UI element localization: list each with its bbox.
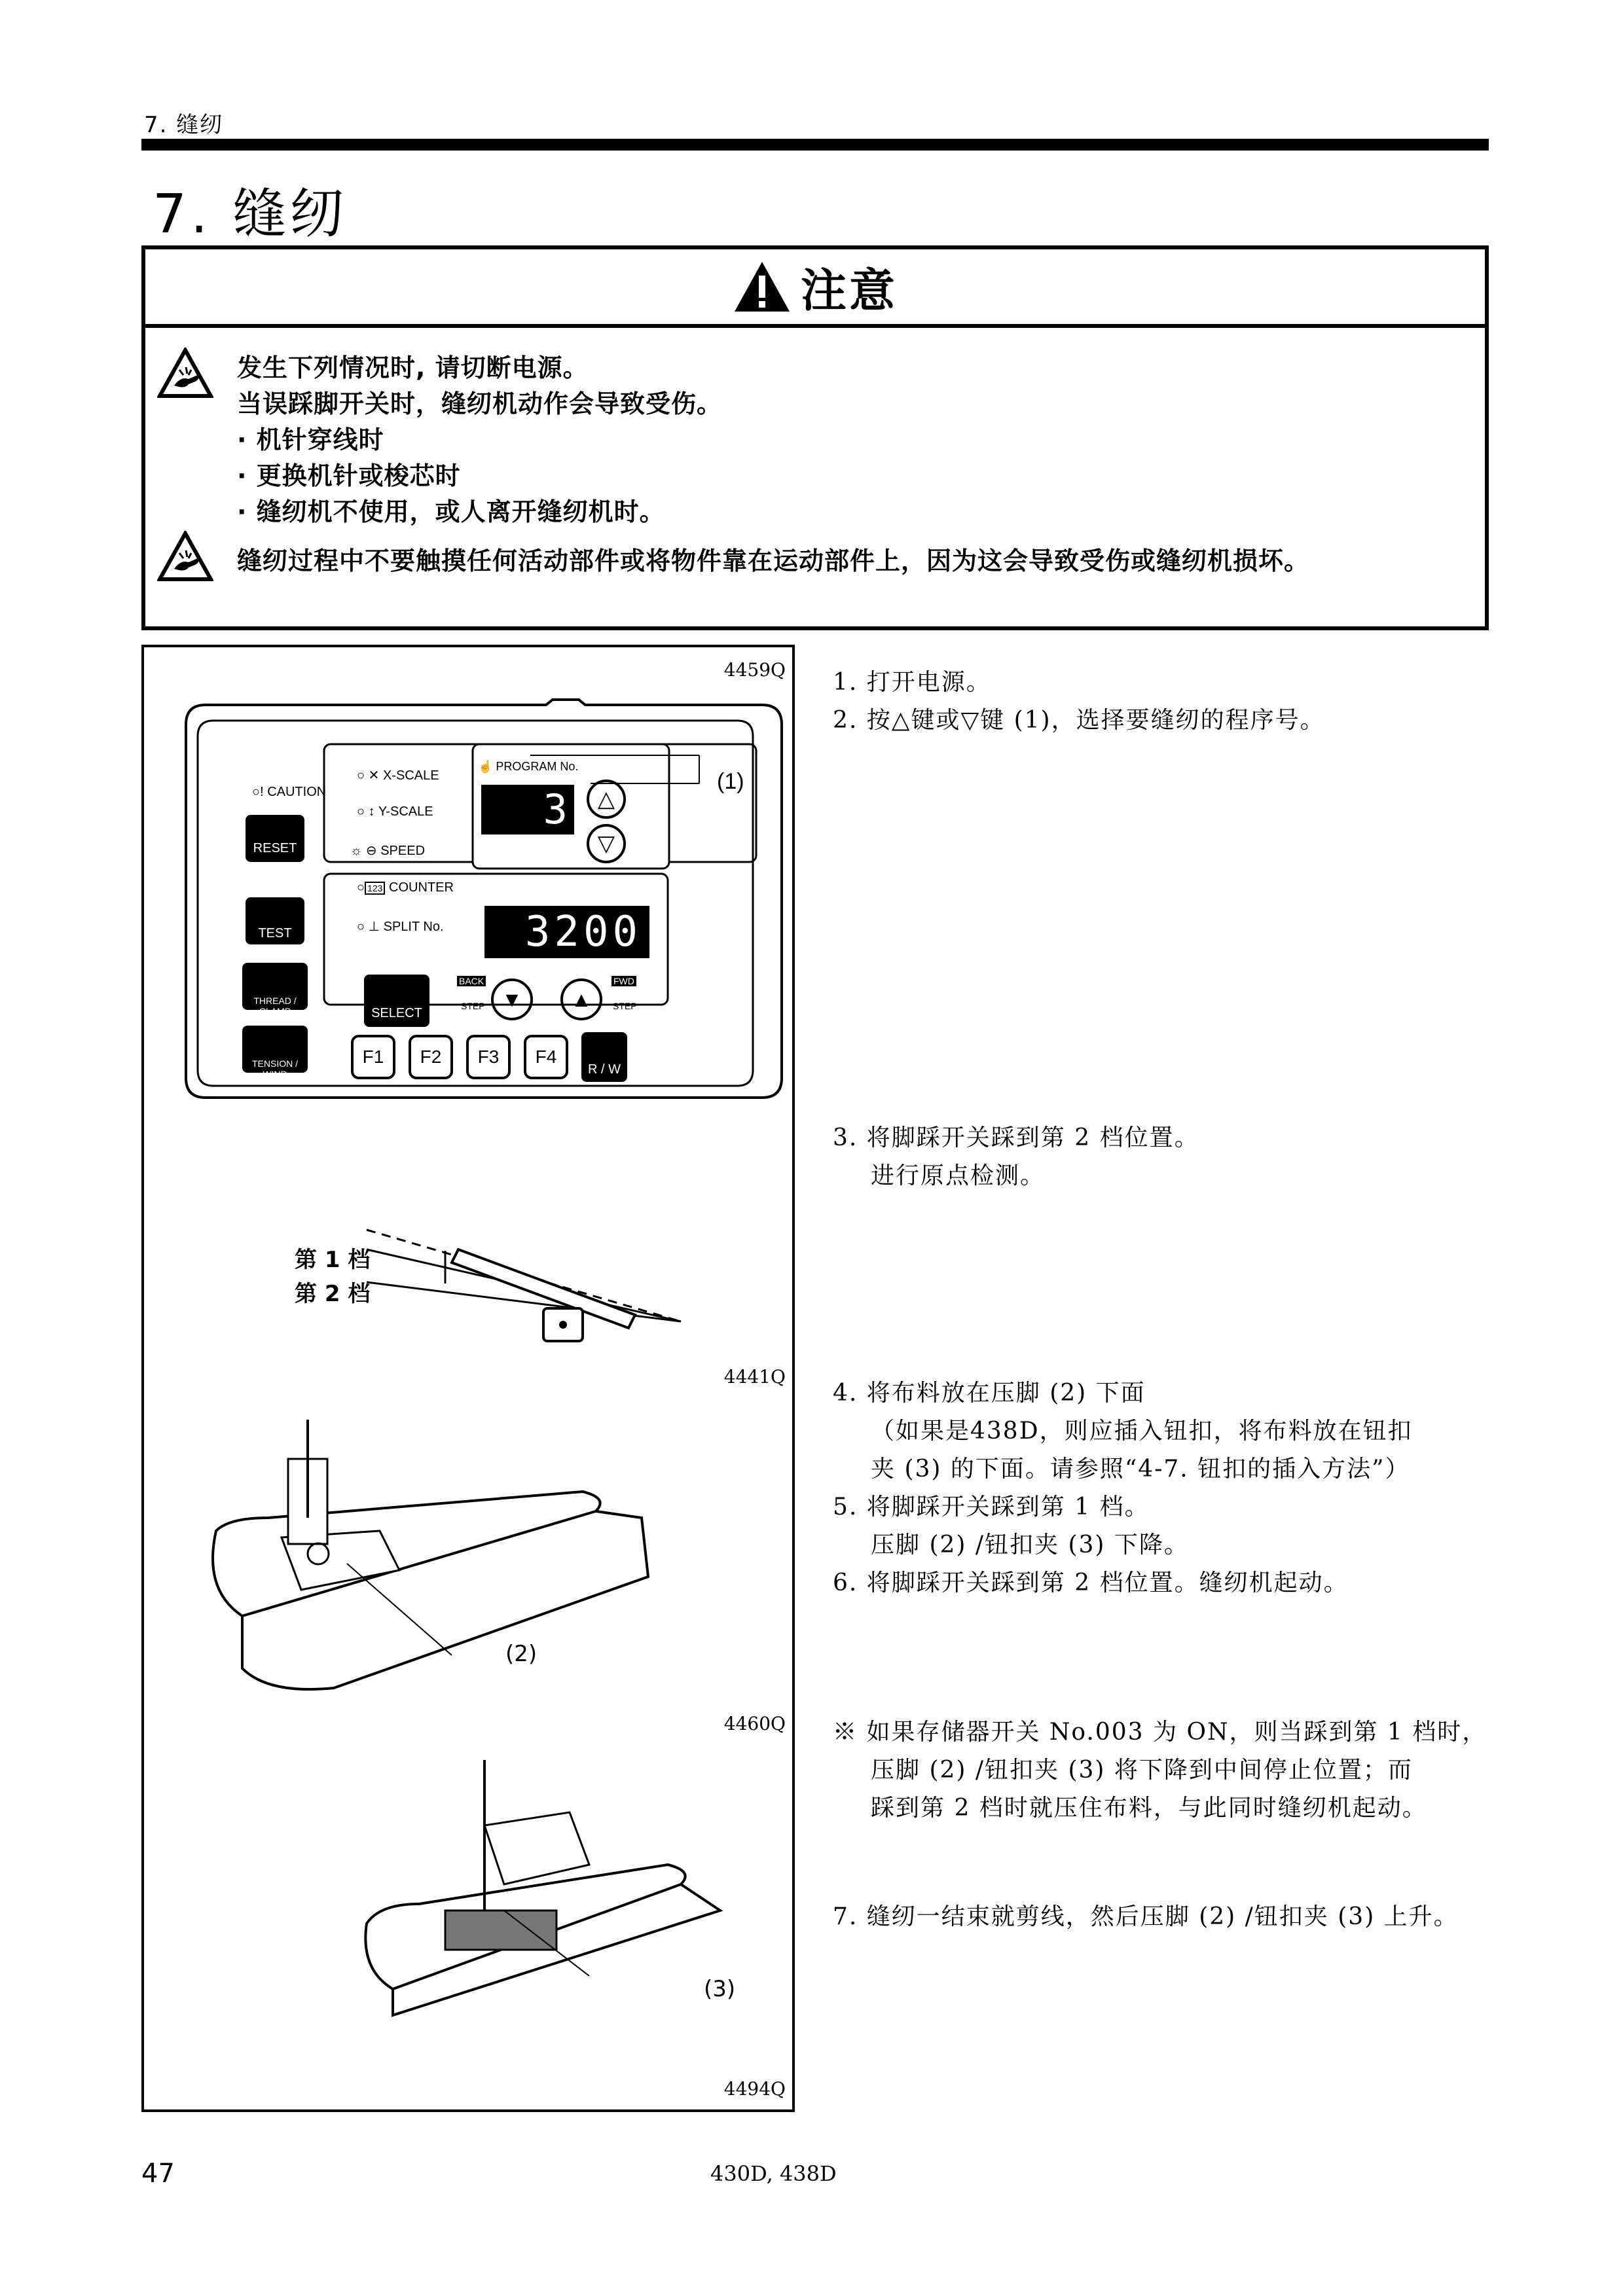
sewing-machine-presser-foot-illustration <box>190 1420 701 1695</box>
back-step-label: STEP <box>461 1001 485 1011</box>
x-scale-label: ○ ✕ X-SCALE <box>357 768 439 783</box>
memory-switch-note: ※ 如果存储器开关 No.003 为 ON，则当踩到第 1 档时， <box>833 1719 1487 1746</box>
callout-3: (3) <box>704 1976 736 2002</box>
memory-switch-note-3: 踩到第 2 档时就压住布料，与此同时缝纫机起动。 <box>871 1795 1427 1821</box>
program-number-display: 3 <box>481 785 574 834</box>
step-5: 5. 将脚踩开关踩到第 1 档。 <box>833 1494 1150 1520</box>
program-up-button[interactable]: △ <box>587 780 626 819</box>
step-4: 4. 将布料放在压脚 (2) 下面 <box>833 1380 1146 1407</box>
pedal-stage-2-label: 第 2 档 <box>295 1281 371 1307</box>
speed-label: ☼ ⊖ SPEED <box>350 844 426 858</box>
step-7: 7. 缝纫一结束就剪线，然后压脚 (2) /钮扣夹 (3) 上升。 <box>833 1903 1459 1930</box>
running-head: 7. 缝纫 <box>144 112 224 138</box>
select-button[interactable]: SELECT <box>364 975 429 1027</box>
y-scale-label: ○ ↕ Y-SCALE <box>357 804 433 819</box>
step-2: 2. 按△键或▽键 (1)，选择要缝纫的程序号。 <box>833 707 1325 734</box>
counter-label: ○ 123 COUNTER <box>357 880 454 895</box>
f2-button[interactable]: F2 <box>409 1035 453 1079</box>
caution-line-1: 发生下列情况时, 请切断电源。 <box>237 353 589 382</box>
read-write-button[interactable]: R / W <box>581 1032 627 1082</box>
pedal-stage-1-label: 第 1 档 <box>295 1247 371 1273</box>
caution-title: 注意 <box>801 263 898 317</box>
figure-code: 4459Q <box>723 659 786 681</box>
page-number: 47 <box>141 2159 175 2189</box>
callout-1: (1) <box>717 769 744 794</box>
warning-triangle-icon <box>733 260 792 314</box>
hand-hazard-icon <box>157 531 213 582</box>
caution-led-label: ○! CAUTION <box>252 785 327 799</box>
figure-code: 4460Q <box>723 1713 786 1734</box>
memory-switch-note-2: 压脚 (2) /钮扣夹 (3) 将下降到中间停止位置；而 <box>871 1757 1413 1784</box>
step-1: 1. 打开电源。 <box>833 669 991 696</box>
figure-code: 4441Q <box>723 1366 786 1388</box>
f4-button[interactable]: F4 <box>524 1035 568 1079</box>
caution-item-1: · 机针穿线时 <box>237 425 384 454</box>
main-display: 3200 <box>484 906 649 958</box>
tension-wind-button[interactable]: TENSION / WIND <box>242 1026 308 1073</box>
caution-item-2: · 更换机针或梭芯时 <box>237 461 461 490</box>
caution-header <box>145 249 1485 328</box>
section-title: 7. 缝纫 <box>153 183 348 245</box>
figure-column <box>141 645 795 2112</box>
split-label: ○ ⊥ SPLIT No. <box>357 920 444 934</box>
fwd-step-label: STEP <box>613 1001 637 1011</box>
step-4-note-1: （如果是438D，则应插入钮扣，将布料放在钮扣 <box>871 1418 1413 1444</box>
foot-pedal-illustration <box>340 1223 707 1361</box>
caution-box <box>141 245 1489 630</box>
fwd-label: FWD <box>611 976 636 986</box>
program-down-button[interactable]: ▽ <box>587 824 626 863</box>
sewing-machine-button-clamp-illustration <box>354 1753 746 2028</box>
model-number: 430D, 438D <box>710 2161 837 2186</box>
callout-2: (2) <box>505 1641 538 1667</box>
header-rule <box>141 139 1489 151</box>
back-label: BACK <box>457 976 486 986</box>
figure-code: 4494Q <box>723 2078 786 2100</box>
step-6: 6. 将脚踩开关踩到第 2 档位置。缝纫机起动。 <box>833 1570 1349 1596</box>
thread-clamp-button[interactable]: THREAD / CLAMP <box>242 963 308 1010</box>
f1-button[interactable]: F1 <box>351 1035 395 1079</box>
step-4-note-2: 夹 (3) 的下面。请参照“4-7. 钮扣的插入方法”） <box>871 1456 1410 1482</box>
step-3-detail: 进行原点检测。 <box>871 1162 1046 1189</box>
caution-line-2: 当误踩脚开关时，缝纫机动作会导致受伤。 <box>237 389 723 418</box>
step-3: 3. 将脚踩开关踩到第 2 档位置。 <box>833 1124 1199 1151</box>
panel-labels <box>144 647 792 1171</box>
step-forward-button[interactable]: ▲ <box>560 978 602 1020</box>
test-button[interactable]: TEST <box>246 897 304 944</box>
caution-line-3: 缝纫过程中不要触摸任何活动部件或将物件靠在运动部件上，因为这会导致受伤或缝纫机损坏。 <box>237 547 1310 575</box>
caution-item-3: · 缝纫机不使用，或人离开缝纫机时。 <box>237 497 665 526</box>
step-5-detail: 压脚 (2) /钮扣夹 (3) 下降。 <box>871 1532 1189 1558</box>
program-no-label: ☝ PROGRAM No. <box>478 760 579 773</box>
hand-hazard-icon <box>157 348 213 399</box>
reset-button[interactable]: RESET <box>246 815 304 862</box>
step-back-button[interactable]: ▼ <box>491 978 533 1020</box>
f3-button[interactable]: F3 <box>466 1035 511 1079</box>
